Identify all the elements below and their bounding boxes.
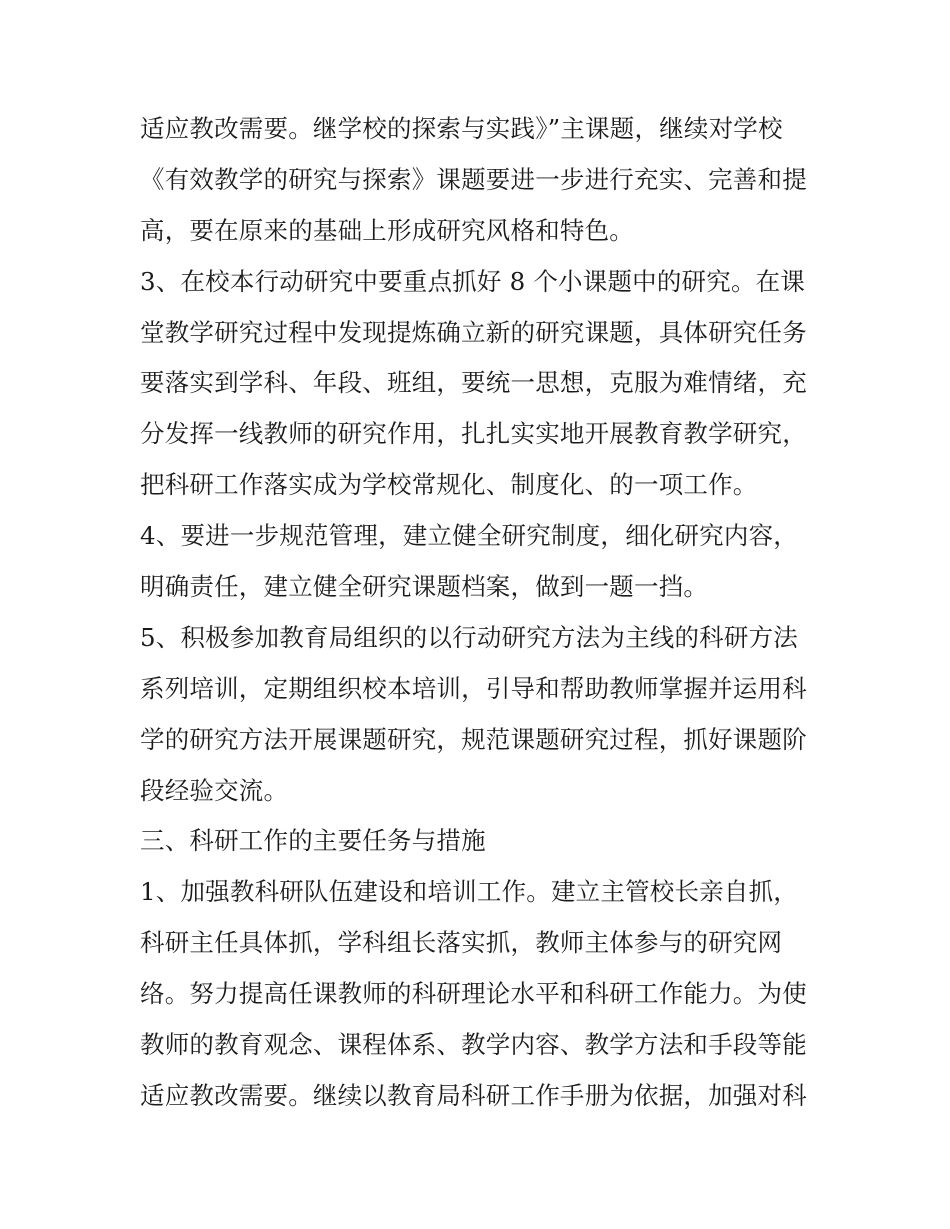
text-line: 适应教改需要。继学校的探索与实践》”主课题，继续对学校 (140, 114, 783, 143)
text-line: 段经验交流。 (140, 775, 289, 805)
text-line: 络。努力提高任课教师的科研理论水平和科研工作能力。为使 (140, 979, 807, 1009)
text-line: 学的研究方法开展课题研究，规范课题研究过程，抓好课题阶 (140, 724, 807, 754)
text-line: 《有效教学的研究与探索》课题要进一步进行充实、完善和提 (140, 164, 807, 194)
text-line: 4、要进一步规范管理，建立健全研究制度，细化研究内容， (140, 521, 798, 551)
text-line: 堂教学研究过程中发现提炼确立新的研究课题，具体研究任务 (140, 317, 807, 347)
text-line: 明确责任，建立健全研究课题档案，做到一题一挡。 (140, 572, 709, 602)
text-line: 把科研工作落实成为学校常规化、制度化、的一项工作。 (140, 470, 758, 500)
text-line: 5、积极参加教育局组织的以行动研究方法为主线的科研方法 (140, 622, 798, 652)
text-line: 1、加强教科研队伍建设和培训工作。建立主管校长亲自抓， (140, 877, 798, 907)
text-line: 高，要在原来的基础上形成研究风格和特色。 (140, 215, 634, 245)
text-line: 3、在校本行动研究中要重点抓好 8 个小课题中的研究。在课 (140, 266, 806, 296)
document-body (140, 104, 820, 1122)
text-line: 系列培训，定期组织校本培训，引导和帮助教师掌握并运用科 (140, 673, 807, 703)
text-line: 要落实到学科、年段、班组，要统一思想，克服为难情绪，充 (140, 368, 807, 398)
section-heading: 三、科研工作的主要任务与措施 (140, 826, 486, 856)
text-line: 教师的教育观念、课程体系、教学内容、教学方法和手段等能 (140, 1030, 807, 1060)
text-line: 分发挥一线教师的研究作用，扎扎实实地开展教育教学研究， (140, 419, 807, 449)
text-line: 适应教改需要。继续以教育局科研工作手册为依据，加强对科 (140, 1080, 807, 1110)
text-line: 科研主任具体抓，学科组长落实抓，教师主体参与的研究网 (140, 928, 783, 958)
